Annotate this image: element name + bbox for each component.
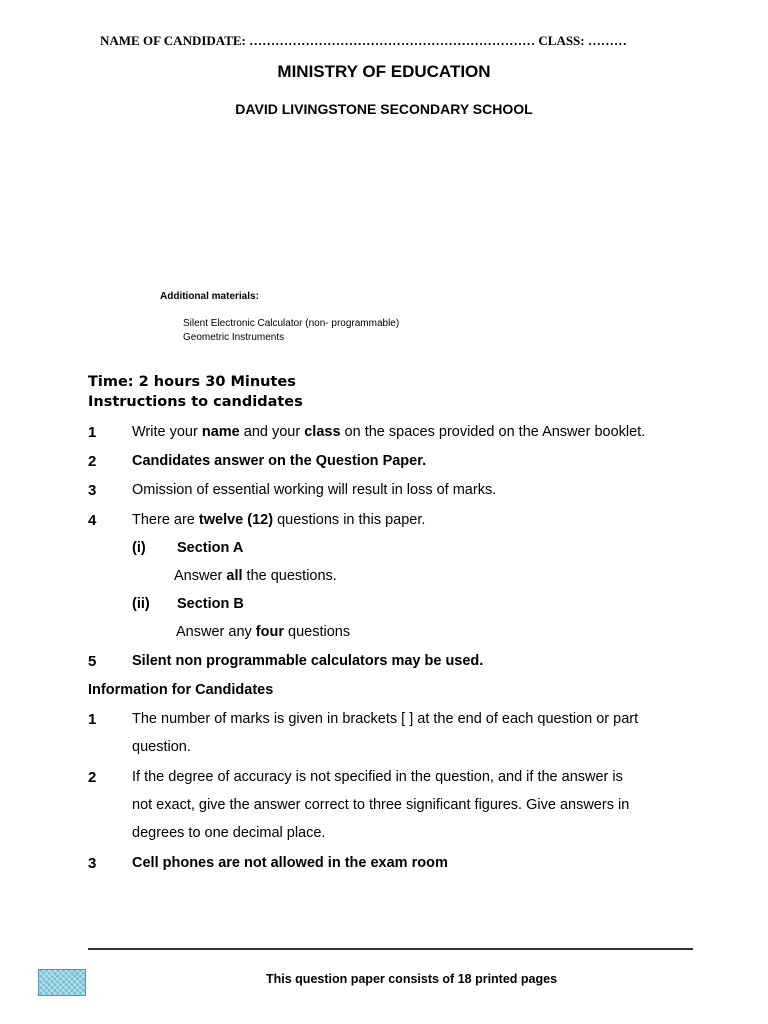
info-text-line: degrees to one decimal place. [132,825,326,841]
info-text-line: The number of marks is given in brackets [ ] at the end of each question or part [132,711,639,727]
instruction-number: 5 [88,653,97,670]
info-number: 3 [88,855,97,872]
additional-material-item: Silent Electronic Calculator (non- programmable) [183,318,400,329]
instructions-heading: Instructions to candidates [88,394,303,410]
info-text-line: If the degree of accuracy is not specified in the question, and if the answer is [132,769,623,785]
section-number: (i) [132,540,146,556]
page-count-note: This question paper consists of 18 printed pages [266,972,558,986]
instruction-number: 3 [88,482,97,499]
info-number: 2 [88,769,97,786]
section-label: Section A [177,540,244,556]
instruction-number: 2 [88,453,97,470]
footer-divider [88,948,693,950]
section-instruction: Answer any four questions [176,624,351,640]
info-text-line: Cell phones are not allowed in the exam room [132,855,448,871]
instruction-text: Write your name and your class on the spaces provided on the Answer booklet. [132,424,646,440]
candidate-name-class-line: NAME OF CANDIDATE: ………………………………………………………… CLASS: ……… [100,33,627,48]
information-heading: Information for Candidates [88,682,274,698]
ministry-title: MINISTRY OF EDUCATION [277,62,491,81]
instruction-number: 1 [88,424,97,441]
patterned-logo-icon [38,969,86,996]
info-text-line: question. [132,739,191,755]
instruction-text: Silent non programmable calculators may be used. [132,653,484,669]
info-text-line: not exact, give the answer correct to three significant figures. Give answers in [132,797,630,813]
exam-duration: Time: 2 hours 30 Minutes [88,374,296,390]
instruction-text: There are twelve (12) questions in this paper. [132,512,426,528]
instruction-number: 4 [88,512,97,529]
section-label: Section B [177,596,244,612]
section-instruction: Answer all the questions. [174,568,337,584]
info-number: 1 [88,711,97,728]
instruction-text: Omission of essential working will result in loss of marks. [132,482,497,498]
instruction-text: Candidates answer on the Question Paper. [132,453,427,469]
additional-material-item: Geometric Instruments [183,332,285,343]
school-name: DAVID LIVINGSTONE SECONDARY SCHOOL [235,101,533,117]
additional-materials-heading: Additional materials: [160,291,259,302]
section-number: (ii) [132,596,150,612]
